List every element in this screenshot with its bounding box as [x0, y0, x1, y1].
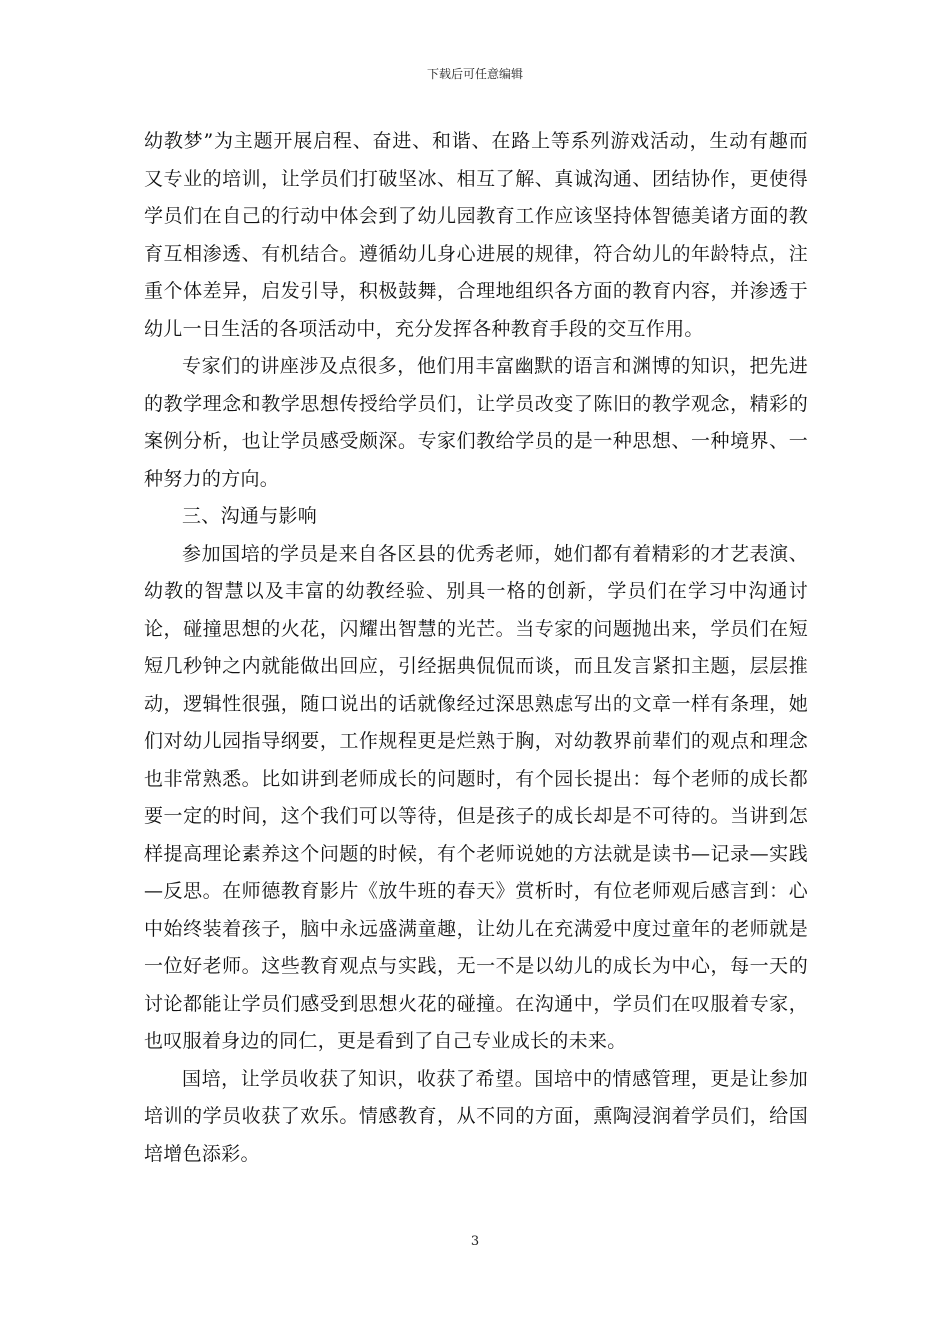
page-header: 下载后可任意编辑 [426, 67, 523, 81]
paragraph-conclusion: 国培，让学员收获了知识，收获了希望。国培中的情感管理，更是让参加培训的学员收获了欢乐。情感教育，从不同的方面，熏陶浸润着学员们，给国培增色添彩。 [144, 1067, 808, 1165]
section-heading: 三、沟通与影响 [182, 505, 318, 527]
page-number: 3 [470, 1234, 480, 1249]
paragraph-continuation: 幼教梦”为主题开展启程、奋进、和谐、在路上等系列游戏活动，生动有趣而又专业的培训，让学员们打破坚冰、相互了解、真诚沟通、团结协作，更使得学员们在自己的行动中体会到了幼儿园教育工作应该坚持体智德美诸方面的教育互相渗透、有机结合。遵循幼儿身心进展的规律，符合幼儿的年龄特点，注重个体差异，启发引导，积极鼓舞，合理地组织各方面的教育内容，并渗透于幼儿一日生活的各项活动中，充分发挥各种教育手段的交互作用。 [144, 130, 808, 340]
paragraph-expert-lectures: 专家们的讲座涉及点很多，他们用丰富幽默的语言和渊博的知识，把先进的教学理念和教学思想传授给学员们，让学员改变了陈旧的教学观念，精彩的案例分析，也让学员感受颇深。专家们教给学员的是一种思想、一种境界、一种努力的方向。 [144, 355, 808, 490]
paragraph-communication: 参加国培的学员是来自各区县的优秀老师，她们都有着精彩的才艺表演、幼教的智慧以及丰富的幼教经验、别具一格的创新，学员们在学习中沟通讨论，碰撞思想的火花，闪耀出智慧的光芒。当专家的问题抛出来，学员们在短短几秒钟之内就能做出回应，引经据典侃侃而谈，而且发言紧扣主题，层层推动，逻辑性很强，随口说出的话就像经过深思熟虑写出的文章一样有条理，她们对幼儿园指导纲要，工作规程更是烂熟于胸，对幼教界前辈们的观点和理念也非常熟悉。比如讲到老师成长的问题时，有个园长提出：每个老师的成长都要一定的时间，这个我们可以等待，但是孩子的成长却是不可待的。当讲到怎样提高理论素养这个问题的时候，有个老师说她的方法就是读书—记录—实践—反思。在师德教育影片《放牛班的春天》赏析时，有位老师观后感言到：心中始终装着孩子，脑中永远盛满童趣，让幼儿在充满爱中度过童年的老师就是一位好老师。这些教育观点与实践，无一不是以幼儿的成长为中心，每一天的讨论都能让学员们感受到思想火花的碰撞。在沟通中，学员们在叹服着专家，也叹服着身边的同仁，更是看到了自己专业成长的未来。 [144, 542, 808, 1052]
document-body [144, 123, 808, 1173]
